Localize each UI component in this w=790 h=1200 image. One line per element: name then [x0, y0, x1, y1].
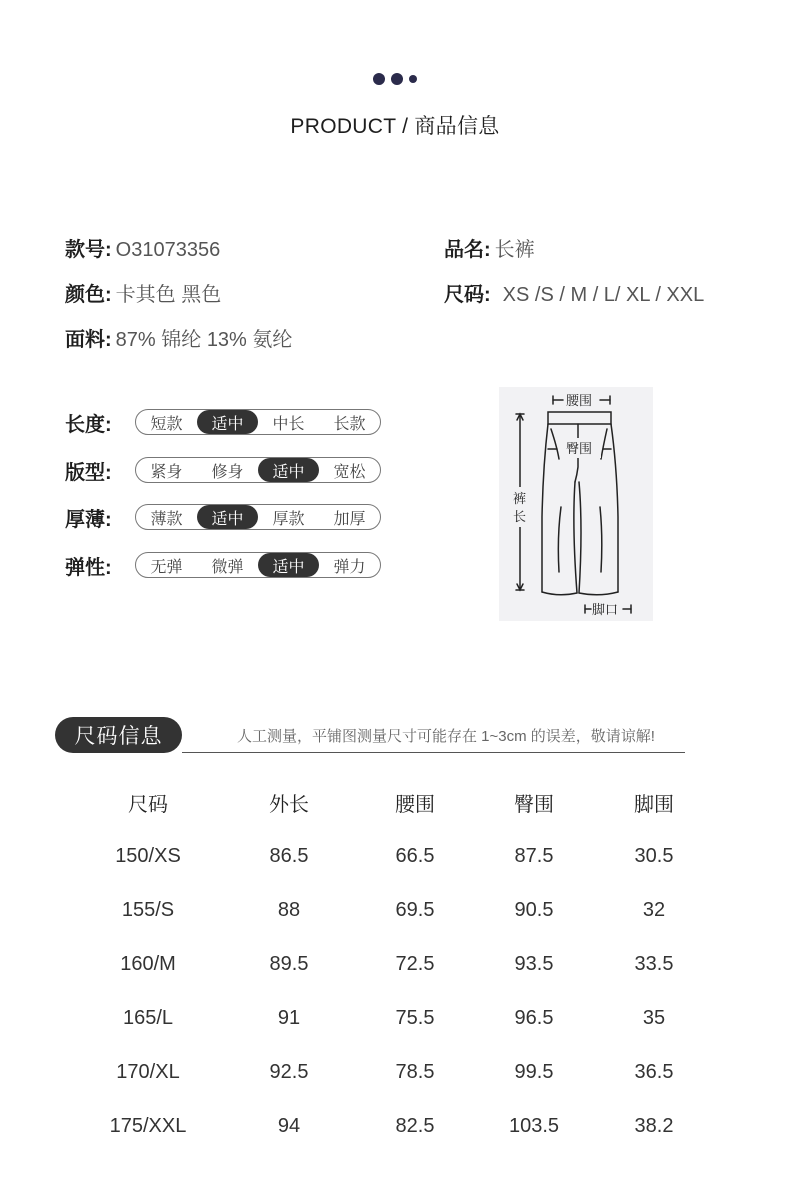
- size-table: [88, 775, 714, 1153]
- header-outer-length: 外长: [269, 793, 309, 816]
- table-row: [88, 937, 714, 991]
- table-cell: 35: [642, 1006, 666, 1029]
- page-title: PRODUCT / 商品信息: [290, 115, 500, 138]
- table-cell: 91: [277, 1006, 301, 1029]
- thickness-selector: [135, 504, 381, 530]
- fit-option: 宽松: [333, 463, 366, 481]
- elasticity-option: 弹力: [333, 558, 366, 576]
- table-cell: 89.5: [269, 952, 309, 975]
- table-cell: 175/XXL: [109, 1114, 187, 1137]
- table-cell: 103.5: [508, 1114, 560, 1137]
- thickness-option: 加厚: [333, 510, 366, 528]
- table-cell: 82.5: [395, 1114, 435, 1137]
- pants-measurement-diagram: [499, 387, 653, 621]
- style-number-label: 款号:: [65, 239, 112, 261]
- elasticity-selector: [135, 552, 381, 578]
- table-cell: 92.5: [269, 1060, 309, 1083]
- divider: [182, 752, 685, 753]
- table-cell: 94: [277, 1114, 301, 1137]
- table-cell: 170/XL: [116, 1060, 180, 1083]
- thickness-option-selected: 适中: [197, 505, 258, 529]
- table-cell: 33.5: [634, 952, 674, 975]
- table-cell: 96.5: [514, 1006, 554, 1029]
- table-row: [88, 991, 714, 1045]
- table-cell: 38.2: [634, 1114, 674, 1137]
- color-row: [65, 278, 221, 307]
- table-header-row: [88, 775, 714, 829]
- product-name-row: [444, 233, 535, 262]
- length-option: 长款: [333, 415, 366, 433]
- table-cell: 32: [642, 898, 666, 921]
- table-cell: 90.5: [514, 898, 554, 921]
- table-row: [88, 883, 714, 937]
- table-cell: 150/XS: [115, 844, 181, 867]
- table-cell: 72.5: [395, 952, 435, 975]
- table-cell: 30.5: [634, 844, 674, 867]
- fit-selector: [135, 457, 381, 483]
- table-cell: 160/M: [120, 952, 176, 975]
- table-cell: 86.5: [269, 844, 309, 867]
- hip-diagram-label: 臀围: [566, 442, 593, 457]
- hem-diagram-label: 脚口: [592, 603, 619, 618]
- table-row: [88, 829, 714, 883]
- dot-icon: [409, 75, 417, 83]
- table-cell: 75.5: [395, 1006, 435, 1029]
- pants-outline-icon: [499, 387, 653, 621]
- header-waist: 腰围: [395, 793, 435, 816]
- measurement-note: 人工测量，平铺图测量尺寸可能存在 1~3cm 的误差，敬请谅解!: [237, 728, 655, 745]
- thickness-option-row: [65, 503, 381, 531]
- table-cell: 155/S: [121, 898, 175, 921]
- length-label: 长度:: [65, 413, 112, 436]
- header-hem: 脚围: [634, 793, 674, 816]
- table-cell: 69.5: [395, 898, 435, 921]
- table-row: [88, 1099, 714, 1153]
- table-cell: 36.5: [634, 1060, 674, 1083]
- size-info-tag: 尺码信息: [55, 717, 182, 753]
- color-label: 颜色:: [65, 284, 112, 306]
- length-diagram-label-2: 长: [513, 510, 527, 525]
- fit-label: 版型:: [65, 461, 112, 484]
- product-name-value: 长裤: [494, 239, 535, 261]
- product-name-label: 品名:: [444, 239, 491, 261]
- table-cell: 165/L: [122, 1006, 174, 1029]
- table-cell: 78.5: [395, 1060, 435, 1083]
- dot-icon: [373, 73, 385, 85]
- fabric-value: 87% 锦纶 13% 氨纶: [115, 329, 293, 351]
- table-cell: 66.5: [395, 844, 435, 867]
- elasticity-label: 弹性:: [65, 556, 112, 579]
- fit-option: 修身: [211, 463, 244, 481]
- color-value: 卡其色 黑色: [115, 284, 222, 306]
- style-number-row: [65, 233, 220, 262]
- fit-option-selected: 适中: [258, 458, 319, 482]
- header-hip: 臀围: [514, 793, 554, 816]
- waist-diagram-label: 腰围: [566, 394, 593, 409]
- table-cell: 87.5: [514, 844, 554, 867]
- fabric-row: [65, 323, 292, 352]
- size-value: XS /S / M / L/ XL / XXL: [502, 284, 705, 306]
- size-label: 尺码:: [444, 284, 491, 306]
- decorative-dots: [0, 73, 790, 85]
- thickness-label: 厚薄:: [65, 508, 112, 531]
- length-option-selected: 适中: [197, 410, 258, 434]
- fit-option: 紧身: [150, 463, 183, 481]
- style-number-value: O31073356: [115, 239, 221, 261]
- elasticity-option: 无弹: [150, 558, 183, 576]
- dot-icon: [391, 73, 403, 85]
- elasticity-option: 微弹: [211, 558, 244, 576]
- fit-option-row: [65, 456, 381, 484]
- header-size: 尺码: [128, 793, 168, 816]
- length-option: 中长: [272, 415, 305, 433]
- table-cell: 99.5: [514, 1060, 554, 1083]
- thickness-option: 厚款: [272, 510, 305, 528]
- length-selector: [135, 409, 381, 435]
- table-cell: 88: [277, 898, 301, 921]
- elasticity-option-row: [65, 551, 381, 579]
- length-diagram-label-1: 裤: [513, 492, 527, 507]
- length-option: 短款: [150, 415, 183, 433]
- elasticity-option-selected: 适中: [258, 553, 319, 577]
- fabric-label: 面料:: [65, 329, 112, 351]
- table-cell: 93.5: [514, 952, 554, 975]
- table-row: [88, 1045, 714, 1099]
- thickness-option: 薄款: [150, 510, 183, 528]
- size-row: [444, 278, 704, 307]
- length-option-row: [65, 408, 381, 436]
